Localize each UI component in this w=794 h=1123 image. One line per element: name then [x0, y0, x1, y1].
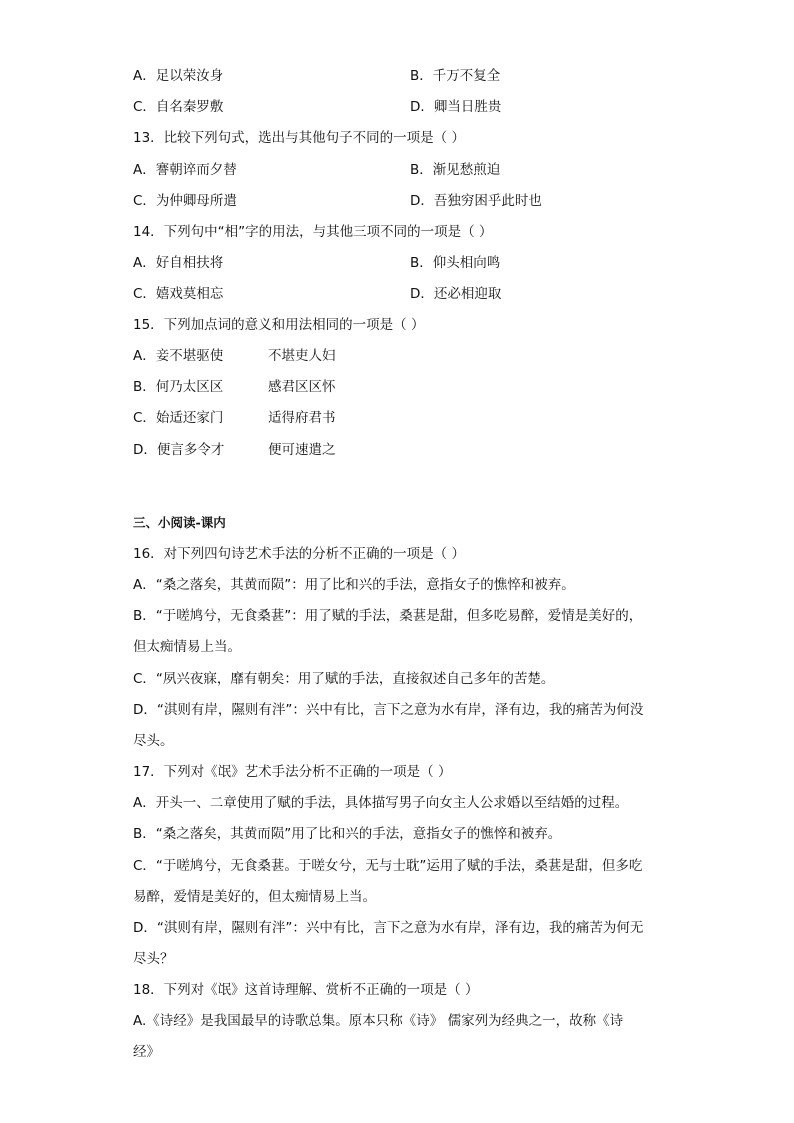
q14-option-b: B．仰头相向鸣	[410, 255, 501, 271]
section-heading: 三、小阅读-课内	[133, 515, 226, 530]
q15-option-a-left: A．妾不堪驱使	[133, 348, 224, 364]
q17-line: D．“淇则有岸，隰则有泮”：兴中有比，言下之意为水有岸，泽有边，我的痛苦为何无	[133, 920, 644, 936]
q15-option-b-right: 感君区区怀	[268, 379, 336, 395]
q13-option-a: A．謇朝谇而夕替	[133, 162, 237, 178]
q12-option-b: B．千万不复全	[410, 68, 501, 84]
q18-line: A.《诗经》是我国最早的诗歌总集。原本只称《诗》 儒家列为经典之一，故称《诗	[133, 1013, 624, 1029]
q16-line: C．“夙兴夜寐，靡有朝矣：用了赋的手法，直接叙述自己多年的苦楚。	[133, 671, 555, 687]
q13-option-d: D．吾独穷困乎此时也	[410, 193, 542, 209]
q17-line: C．“于嗟鸠兮，无食桑葚。于嗟女兮，无与士耽”运用了赋的手法，桑葚是甜，但多吃	[133, 858, 643, 874]
q15-option-c-left: C．始适还家门	[133, 410, 224, 426]
q16-line: A．“桑之落矣，其黄而陨”：用了比和兴的手法，意指女子的憔悴和被弃。	[133, 577, 575, 593]
q18-stem: 18．下列对《氓》这首诗理解、赏析不正确的一项是（ ）	[133, 982, 479, 998]
q17-line: A．开头一、二章使用了赋的手法，具体描写男子向女主人公求婚以至结婚的过程。	[133, 795, 629, 811]
q18-line: 经》	[133, 1044, 160, 1060]
q12-option-d: D．卿当日胜贵	[410, 99, 502, 115]
q12-option-a: A．足以荣汝身	[133, 68, 224, 84]
q17-line: 易醉，爱情是美好的，但太痴情易上当。	[133, 889, 376, 905]
q14-stem: 14．下列句中“相”字的用法，与其他三项不同的一项是（ ）	[133, 224, 493, 240]
q17-line: 尽头？	[133, 951, 174, 967]
q12-option-c: C．自名秦罗敷	[133, 99, 224, 115]
q14-option-c: C．嬉戏莫相忘	[133, 286, 224, 302]
q15-option-d-right: 便可速遣之	[268, 442, 336, 458]
q13-option-b: B．渐见愁煎迫	[410, 162, 501, 178]
q16-stem: 16．对下列四句诗艺术手法的分析不正确的一项是（ ）	[133, 546, 465, 562]
q15-option-d-left: D．便言多令才	[133, 442, 225, 458]
q13-option-c: C．为仲卿母所遣	[133, 193, 237, 209]
q14-option-d: D．还必相迎取	[410, 286, 502, 302]
q15-option-b-left: B．何乃太区区	[133, 379, 224, 395]
q17-stem: 17．下列对《氓》艺术手法分析不正确的一项是（ ）	[133, 764, 452, 780]
q13-stem: 13．比较下列句式，选出与其他句子不同的一项是（ ）	[133, 130, 465, 146]
q17-line: B．“桑之落矣，其黄而陨”用了比和兴的手法，意指女子的憔悴和被弃。	[133, 826, 562, 842]
q16-line: 但太痴情易上当。	[133, 639, 241, 655]
q15-stem: 15．下列加点词的意义和用法相同的一项是（ ）	[133, 317, 425, 333]
q16-line: D．“淇则有岸，隰则有泮”：兴中有比，言下之意为水有岸，泽有边，我的痛苦为何没	[133, 702, 644, 718]
q14-option-a: A．好自相扶将	[133, 255, 224, 271]
q15-option-a-right: 不堪吏人妇	[268, 348, 336, 364]
q16-line: 尽头。	[133, 733, 174, 749]
q15-option-c-right: 适得府君书	[268, 410, 336, 426]
q16-line: B．“于嗟鸠兮，无食桑葚”：用了赋的手法，桑葚是甜，但多吃易醉，爱情是美好的，	[133, 608, 643, 624]
